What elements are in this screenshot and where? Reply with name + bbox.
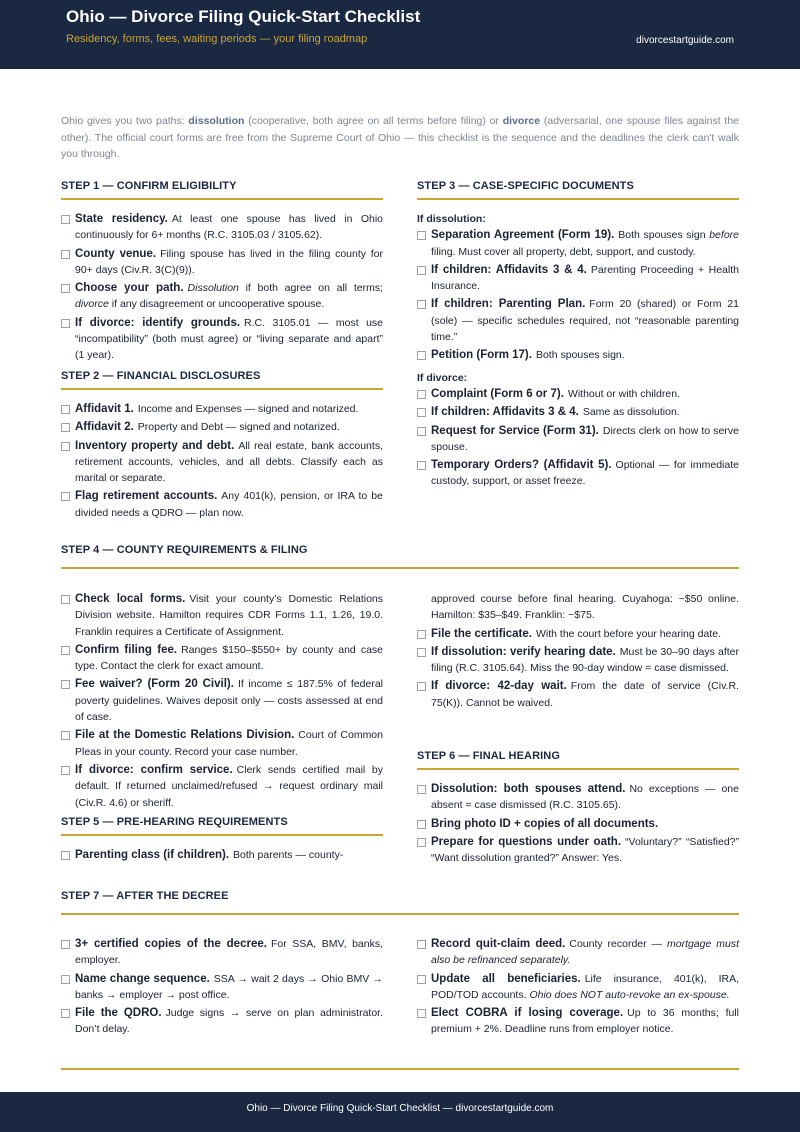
checkbox-icon[interactable] xyxy=(61,215,70,224)
page-title: Ohio — Divorce Filing Quick-Start Checklist xyxy=(66,7,421,26)
checklist-item[interactable]: File the QDRO. Judge signs → serve on plan administrator. Don’t delay. xyxy=(61,1005,383,1038)
checkbox-icon[interactable] xyxy=(61,250,70,259)
page-header xyxy=(0,0,800,69)
checklist-item[interactable]: If divorce: identify grounds. R.C. 3105.01 — most use “incompatibility” (both must agree) or “living separate and apart” (1 year). xyxy=(61,315,383,364)
checklist-item[interactable]: 3+ certified copies of the decree. For SSA, BMV, banks, employer. xyxy=(61,936,383,969)
checklist-item[interactable]: File at the Domestic Relations Division. Court of Common Pleas in your county. Record your case number. xyxy=(61,727,383,760)
checkbox-icon[interactable] xyxy=(417,975,426,984)
checkbox-icon[interactable] xyxy=(61,940,70,949)
checklist-item[interactable]: Bring photo ID + copies of all documents. xyxy=(417,816,739,832)
checkbox-icon[interactable] xyxy=(417,408,426,417)
step4-right-list xyxy=(417,591,739,713)
checkbox-icon[interactable] xyxy=(417,231,426,240)
checkbox-icon[interactable] xyxy=(417,351,426,360)
divorce-subheading: If divorce: xyxy=(417,371,468,384)
checkbox-icon[interactable] xyxy=(61,731,70,740)
checklist-item[interactable]: Elect COBRA if losing coverage. Up to 36 months; full premium + 2%. Deadline runs from employer notice. xyxy=(417,1005,739,1038)
step4-rule xyxy=(61,567,739,569)
checkbox-icon[interactable] xyxy=(61,492,70,501)
checkbox-icon[interactable] xyxy=(417,390,426,399)
checkbox-icon[interactable] xyxy=(417,682,426,691)
step7-left-list xyxy=(61,936,383,1040)
checklist-item[interactable]: Flag retirement accounts. Any 401(k), pension, or IRA to be divided needs a QDRO — plan now. xyxy=(61,488,383,521)
step7-rule xyxy=(61,913,739,915)
checklist-item[interactable]: If children: Parenting Plan. Form 20 (shared) or Form 21 (sole) — specific schedules required, not “reasonable parenting time.” xyxy=(417,296,739,345)
checkbox-icon[interactable] xyxy=(61,423,70,432)
checkbox-icon[interactable] xyxy=(61,975,70,984)
checklist-item[interactable]: Affidavit 2. Property and Debt — signed and notarized. xyxy=(61,419,383,435)
footer-text: Ohio — Divorce Filing Quick-Start Checklist — divorcestartguide.com xyxy=(246,1103,554,1114)
checklist-item[interactable]: Dissolution: both spouses attend. No exceptions — one absent = case dismissed (R.C. 3105.65). xyxy=(417,781,739,814)
step6-heading: STEP 6 — FINAL HEARING xyxy=(417,750,739,770)
step5-heading: STEP 5 — PRE-HEARING REQUIREMENTS xyxy=(61,816,383,836)
step1-heading: STEP 1 — CONFIRM ELIGIBILITY xyxy=(61,180,383,200)
checkbox-icon[interactable] xyxy=(417,427,426,436)
checklist-item[interactable]: Update all beneficiaries. Life insurance, 401(k), IRA, POD/TOD accounts. Ohio does NOT auto-revoke an ex-spouse. xyxy=(417,971,739,1004)
site-name: divorcestartguide.com xyxy=(636,35,734,46)
checkbox-icon[interactable] xyxy=(61,284,70,293)
checkbox-icon[interactable] xyxy=(61,442,70,451)
step3-list xyxy=(417,205,739,492)
checklist-item[interactable]: Fee waiver? (Form 20 Civil). If income ≤ 187.5% of federal poverty guidelines. Waives deposit only — costs assessed at end of case. xyxy=(61,676,383,725)
checkbox-icon[interactable] xyxy=(417,838,426,847)
checkbox-icon[interactable] xyxy=(417,820,426,829)
checkbox-icon[interactable] xyxy=(61,595,70,604)
checkbox-icon[interactable] xyxy=(61,680,70,689)
checklist-item[interactable]: File the certificate. With the court before your hearing date. xyxy=(417,626,739,642)
checklist-item[interactable]: Parenting class (if children). Both parents — county- xyxy=(61,847,383,863)
checkbox-icon[interactable] xyxy=(61,851,70,860)
step1-list xyxy=(61,211,383,366)
page-subtitle: Residency, forms, fees, waiting periods — your filing roadmap xyxy=(66,33,368,45)
checklist-item[interactable]: If children: Affidavits 3 & 4. Same as dissolution. xyxy=(417,404,739,420)
step2-list xyxy=(61,401,383,523)
checkbox-icon[interactable] xyxy=(417,648,426,657)
intro-paragraph: Ohio gives you two paths: dissolution (cooperative, both agree on all terms before filing) or divorce (adversarial, one spouse files against the other). The official court forms are free from the Supreme Court of Ohio — this checklist is the sequence and the deadlines the clerk can't walk you through. xyxy=(61,115,740,160)
checkbox-icon[interactable] xyxy=(417,461,426,470)
checklist-item[interactable]: If divorce: 42-day wait. From the date of service (Civ.R. 75(K)). Cannot be waived. xyxy=(417,678,739,711)
step4-list xyxy=(61,591,383,813)
checkbox-icon[interactable] xyxy=(417,940,426,949)
checkbox-icon[interactable] xyxy=(417,785,426,794)
dissolution-subheading: If dissolution: xyxy=(417,213,486,225)
checklist-item[interactable]: If dissolution: verify hearing date. Must be 30–90 days after filing (R.C. 3105.64). Miss the 90-day window = case dismissed. xyxy=(417,644,739,677)
step2-heading: STEP 2 — FINANCIAL DISCLOSURES xyxy=(61,370,383,390)
checklist-item[interactable]: Check local forms. Visit your county’s Domestic Relations Division website. Hamilton requires CDR Forms 1.1, 1.26, 19.0. Franklin requires a Certificate of Assignment. xyxy=(61,591,383,640)
checklist-item[interactable]: Petition (Form 17). Both spouses sign. xyxy=(417,347,739,363)
step6-list xyxy=(417,781,739,868)
checkbox-icon[interactable] xyxy=(417,266,426,275)
checkbox-icon[interactable] xyxy=(417,630,426,639)
checklist-item[interactable]: Affidavit 1. Income and Expenses — signed and notarized. xyxy=(61,401,383,417)
checkbox-icon[interactable] xyxy=(61,646,70,655)
checklist-item[interactable]: Name change sequence. SSA → wait 2 days → Ohio BMV → banks → employer → post office. xyxy=(61,971,383,1004)
checklist-item[interactable]: Choose your path. Dissolution if both agree on all terms; divorce if any disagreement or uncooperative spouse. xyxy=(61,280,383,313)
checklist-item[interactable]: State residency. At least one spouse has lived in Ohio continuously for 6+ months (R.C. 3105.03 / 3105.62). xyxy=(61,211,383,244)
checklist-item[interactable]: Prepare for questions under oath. “Voluntary?” “Satisfied?” “Want dissolution granted?” Answer: Yes. xyxy=(417,834,739,867)
step5-continuation: approved course before final hearing. Cuyahoga: ~$50 online. Hamilton: $35–$49. Franklin: ~$75. xyxy=(431,593,739,622)
step3-heading: STEP 3 — CASE-SPECIFIC DOCUMENTS xyxy=(417,180,739,200)
bottom-rule xyxy=(61,1068,739,1070)
checklist-item[interactable]: Temporary Orders? (Affidavit 5). Optional — for immediate custody, support, or asset freeze. xyxy=(417,457,739,490)
checkbox-icon[interactable] xyxy=(61,766,70,775)
checkbox-icon[interactable] xyxy=(61,405,70,414)
step7-heading: STEP 7 — AFTER THE DECREE xyxy=(61,890,229,902)
checkbox-icon[interactable] xyxy=(417,300,426,309)
checklist-item[interactable]: Record quit-claim deed. County recorder — mortgage must also be refinanced separately. xyxy=(417,936,739,969)
checklist-item[interactable]: Complaint (Form 6 or 7). Without or with children. xyxy=(417,386,739,402)
checkbox-icon[interactable] xyxy=(417,1009,426,1018)
checkbox-icon[interactable] xyxy=(61,1009,70,1018)
checklist-item[interactable]: If children: Affidavits 3 & 4. Parenting Proceeding + Health Insurance. xyxy=(417,262,739,295)
checklist-item[interactable]: Request for Service (Form 31). Directs clerk on how to serve spouse. xyxy=(417,423,739,456)
checklist-item[interactable]: Inventory property and debt. All real estate, bank accounts, retirement accounts, vehicles, and all debts. Classify each as marital or separate. xyxy=(61,438,383,487)
checkbox-icon[interactable] xyxy=(61,319,70,328)
checklist-item[interactable]: If divorce: confirm service. Clerk sends certified mail by default. If returned unclaimed/refused → request ordinary mail (Civ.R. 4.6) or sheriff. xyxy=(61,762,383,811)
step5-list xyxy=(61,847,383,865)
page-footer xyxy=(0,1092,800,1132)
step7-right-list xyxy=(417,936,739,1040)
checklist-item[interactable]: Confirm filing fee. Ranges $150–$550+ by county and case type. Contact the clerk for exact amount. xyxy=(61,642,383,675)
step4-heading: STEP 4 — COUNTY REQUIREMENTS & FILING xyxy=(61,544,308,556)
checklist-item[interactable]: County venue. Filing spouse has lived in the filing county for 90+ days (Civ.R. 3(C)(9)). xyxy=(61,246,383,279)
checklist-item[interactable]: Separation Agreement (Form 19). Both spouses sign before filing. Must cover all property, debt, support, and custody. xyxy=(417,227,739,260)
